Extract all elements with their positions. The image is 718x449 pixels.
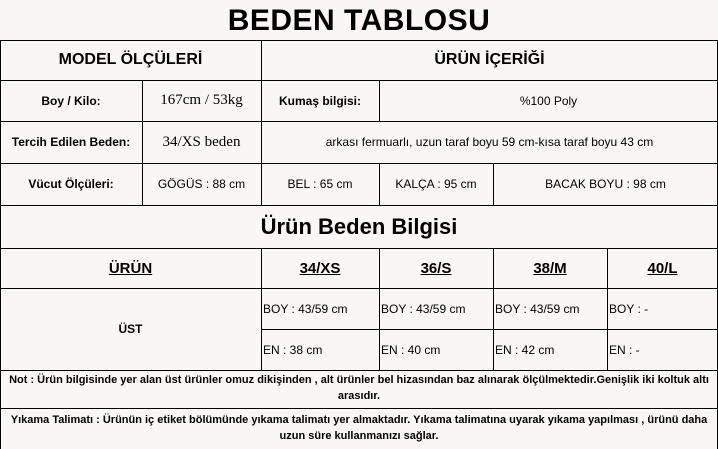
- fabric-label: Kumaş bilgisi:: [278, 93, 361, 108]
- height-weight-value: 167cm / 53kg: [160, 92, 243, 108]
- length-m: BOY : 43/59 cm: [495, 301, 580, 316]
- washing-instructions: Yıkama Talimatı : Ürünün iç etiket bölümünde yıkama talimatı yer almaktadır. Yıkama talimatına uyarak yıkama yapılması , ürünü daha uzun süre kullanmanızı sağlar.: [10, 414, 708, 442]
- width-m: EN : 42 cm: [495, 342, 555, 357]
- waist-measure: BEL : 65 cm: [287, 177, 353, 191]
- length-l: BOY : -: [609, 301, 649, 316]
- grid-line: [0, 80, 718, 81]
- hip-measure: KALÇA : 95 cm: [395, 177, 477, 191]
- width-xs: EN : 38 cm: [263, 342, 323, 357]
- model-measurements-header: MODEL ÖLÇÜLERİ: [58, 51, 203, 68]
- grid-line: [0, 370, 718, 371]
- height-weight-label: Boy / Kilo:: [41, 93, 101, 108]
- width-l: EN : -: [609, 342, 640, 357]
- grid-line: [142, 80, 143, 205]
- grid-line: [379, 80, 380, 121]
- size-header-m: 38/M: [533, 259, 567, 277]
- page-title: BEDEN TABLOSU: [227, 4, 491, 37]
- grid-line: [0, 205, 718, 206]
- length-s: BOY : 43/59 cm: [381, 301, 466, 316]
- grid-line: [493, 248, 494, 370]
- leg-length-measure: BACAK BOYU : 98 cm: [545, 177, 666, 191]
- size-info-title: Ürün Beden Bilgisi: [260, 214, 458, 239]
- grid-line: [0, 121, 718, 122]
- length-xs: BOY : 43/59 cm: [263, 301, 348, 316]
- grid-line: [0, 40, 1, 449]
- fabric-value: %100 Poly: [519, 93, 578, 108]
- measurement-note: Not : Ürün bilgisinde yer alan üst ürünler omuz dikişinden , alt ürünler bel hizasından baz alınarak ölçülmektedir.Genişlik iki koltuk altı arasıdır.: [9, 374, 709, 402]
- product-description: arkası fermuarlı, uzun taraf boyu 59 cm-kısa taraf boyu 43 cm: [325, 135, 654, 149]
- grid-line: [607, 248, 608, 370]
- grid-line: [261, 329, 718, 330]
- grid-line: [261, 248, 262, 370]
- grid-line: [379, 248, 380, 370]
- grid-line: [261, 40, 262, 205]
- width-s: EN : 40 cm: [381, 342, 441, 357]
- size-header-l: 40/L: [647, 259, 678, 277]
- body-measurements-label: Vücut Ölçüleri:: [28, 177, 114, 191]
- grid-line: [0, 248, 718, 249]
- grid-line: [493, 163, 494, 205]
- product-content-header: ÜRÜN İÇERİĞİ: [434, 51, 545, 68]
- chest-measure: GÖGÜS : 88 cm: [157, 177, 246, 191]
- preferred-size-label: Tercih Edilen Beden:: [11, 135, 131, 149]
- grid-line: [0, 408, 718, 409]
- product-column-header: ÜRÜN: [108, 259, 153, 277]
- size-header-s: 36/S: [420, 259, 452, 277]
- grid-line: [0, 163, 718, 164]
- top-garment-label: ÜST: [118, 322, 143, 336]
- preferred-size-value: 34/XS beden: [162, 133, 241, 150]
- grid-line: [0, 288, 718, 289]
- grid-line: [379, 163, 380, 205]
- grid-line: [0, 40, 718, 41]
- size-header-xs: 34/XS: [299, 259, 341, 277]
